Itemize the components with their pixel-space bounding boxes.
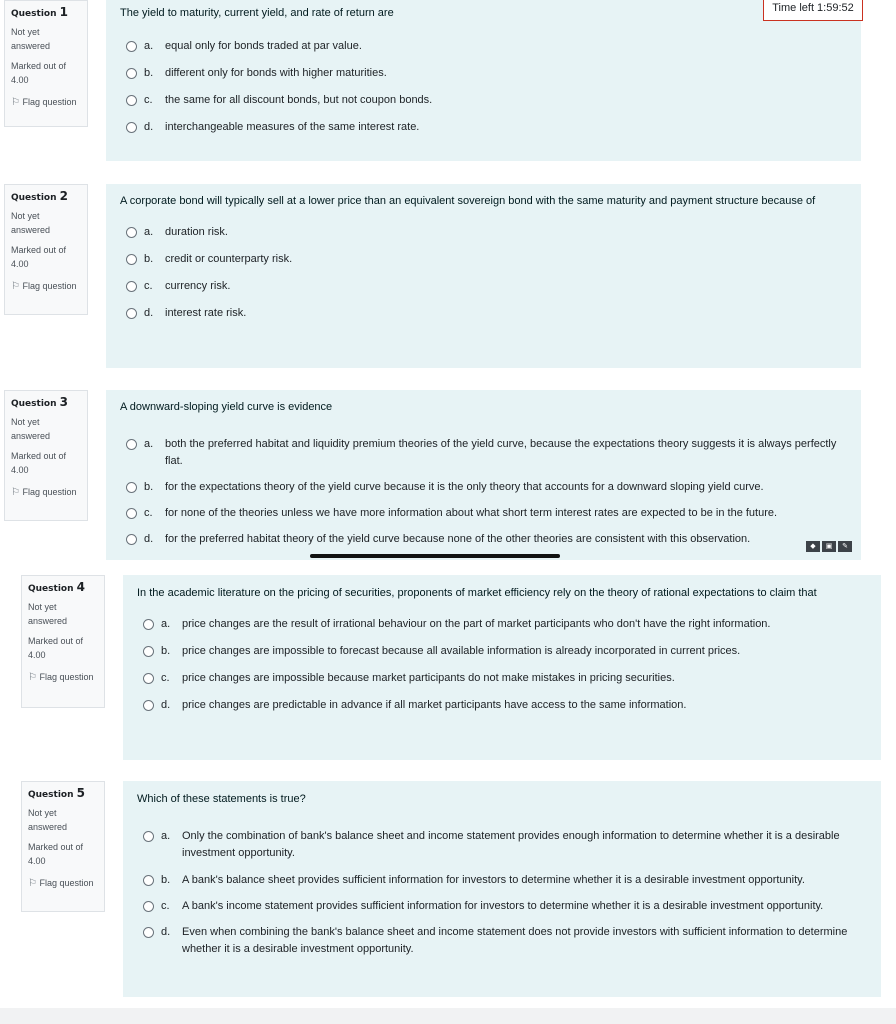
answer-option-b[interactable]: b. for the expectations theory of the yield curve because it is the only theory that accounts for a downward sloping yield curve. <box>120 479 847 496</box>
radio-button[interactable] <box>143 875 154 886</box>
question-state: Not yet answered <box>28 602 68 626</box>
radio-button[interactable] <box>143 831 154 842</box>
question-state: Not yet answered <box>11 211 51 235</box>
question-content-4 <box>123 575 881 760</box>
radio-button[interactable] <box>143 700 154 711</box>
answer-option-a[interactable]: a. both the preferred habitat and liquidity premium theories of the yield curve, because the expectations theory suggests it is always perfectly flat. <box>120 436 847 470</box>
question-state: Not yet answered <box>11 417 51 441</box>
question-info-2 <box>4 184 88 315</box>
question-number: Question 2 <box>11 189 68 203</box>
radio-button[interactable] <box>126 95 137 106</box>
flag-question-link[interactable]: ⚐ Flag question <box>11 281 77 292</box>
radio-button[interactable] <box>126 68 137 79</box>
question-info-5 <box>21 781 105 912</box>
radio-button[interactable] <box>126 254 137 265</box>
question-text: In the academic literature on the pricing of securities, proponents of market efficiency rely on the theory of rational expectations to claim that <box>137 587 817 599</box>
answer-option-c[interactable]: c. price changes are impossible because market participants do not make mistakes in pricing securities. <box>137 670 867 687</box>
answer-list <box>137 616 867 714</box>
question-text: A downward-sloping yield curve is evidence <box>120 401 333 413</box>
radio-button[interactable] <box>143 673 154 684</box>
radio-button[interactable] <box>126 41 137 52</box>
radio-button[interactable] <box>143 901 154 912</box>
question-grade: Marked out of 4.00 <box>11 245 67 269</box>
question-info-4 <box>21 575 105 708</box>
answer-option-b[interactable]: b. different only for bonds with higher maturities. <box>120 65 847 82</box>
question-content-1 <box>106 0 861 161</box>
accessibility-toolbar <box>806 541 854 559</box>
radio-button[interactable] <box>126 281 137 292</box>
question-content-2 <box>106 184 861 368</box>
answer-option-b[interactable]: b. price changes are impossible to forecast because all available information is already incorporated in current prices. <box>137 643 867 660</box>
translate-icon[interactable]: ✎ <box>838 541 852 552</box>
answer-list <box>120 436 847 548</box>
answer-option-d[interactable]: d. interchangeable measures of the same interest rate. <box>120 119 847 136</box>
answer-option-c[interactable]: c. the same for all discount bonds, but not coupon bonds. <box>120 92 847 109</box>
answer-list <box>120 224 847 322</box>
question-number: Question 5 <box>28 786 85 800</box>
question-number: Question 1 <box>11 5 68 19</box>
question-state: Not yet answered <box>11 27 51 51</box>
question-content-5 <box>123 781 881 997</box>
answer-option-a[interactable]: a. Only the combination of bank's balance sheet and income statement provides enough information to determine whether it is a desirable investment opportunity. <box>137 828 867 862</box>
print-icon[interactable]: ▣ <box>822 541 836 552</box>
flag-icon: ⚐ <box>28 878 37 889</box>
scroll-indicator[interactable] <box>310 554 560 558</box>
question-number: Question 3 <box>11 395 68 409</box>
answer-option-a[interactable]: a. duration risk. <box>120 224 847 241</box>
answer-option-b[interactable]: b. credit or counterparty risk. <box>120 251 847 268</box>
question-grade: Marked out of 4.00 <box>11 61 67 85</box>
radio-button[interactable] <box>126 227 137 238</box>
flag-question-link[interactable]: ⚐ Flag question <box>28 878 94 889</box>
page-footer-strip <box>0 1008 896 1024</box>
answer-option-d[interactable]: d. price changes are predictable in advance if all market participants have access to the same information. <box>137 697 867 714</box>
flag-question-link[interactable]: ⚐ Flag question <box>11 487 77 498</box>
answer-option-c[interactable]: c. A bank's income statement provides sufficient information for investors to determine whether it is a desirable investment opportunity. <box>137 898 867 915</box>
radio-button[interactable] <box>126 122 137 133</box>
answer-list <box>137 828 867 958</box>
question-grade: Marked out of 4.00 <box>28 842 84 866</box>
flag-icon: ⚐ <box>11 281 20 292</box>
flag-icon: ⚐ <box>28 672 37 683</box>
flag-icon: ⚐ <box>11 487 20 498</box>
answer-option-d[interactable]: d. interest rate risk. <box>120 305 847 322</box>
radio-button[interactable] <box>143 646 154 657</box>
speaker-icon[interactable]: ◆ <box>806 541 820 552</box>
question-grade: Marked out of 4.00 <box>28 636 84 660</box>
question-text: The yield to maturity, current yield, and rate of return are <box>120 7 394 19</box>
answer-option-b[interactable]: b. A bank's balance sheet provides sufficient information for investors to determine whether it is a desirable investment opportunity. <box>137 872 867 889</box>
answer-option-d[interactable]: d. for the preferred habitat theory of the yield curve because none of the other theories are consistent with this observation. <box>120 531 847 548</box>
time-left: Time left 1:59:52 <box>763 0 863 21</box>
answer-option-d[interactable]: d. Even when combining the bank's balance sheet and income statement does not provide investors with sufficient information to determine whether it is a desirable investment opportunity. <box>137 924 867 958</box>
question-info-3 <box>4 390 88 521</box>
question-text: Which of these statements is true? <box>137 793 306 805</box>
radio-button[interactable] <box>126 534 137 545</box>
radio-button[interactable] <box>143 619 154 630</box>
answer-option-a[interactable]: a. price changes are the result of irrational behaviour on the part of market participants who don't have the right information. <box>137 616 867 633</box>
radio-button[interactable] <box>126 482 137 493</box>
radio-button[interactable] <box>126 439 137 450</box>
question-grade: Marked out of 4.00 <box>11 451 67 475</box>
flag-question-link[interactable]: ⚐ Flag question <box>28 672 94 683</box>
answer-option-c[interactable]: c. currency risk. <box>120 278 847 295</box>
radio-button[interactable] <box>143 927 154 938</box>
question-content-3 <box>106 390 861 560</box>
answer-list <box>120 38 847 136</box>
flag-icon: ⚐ <box>11 97 20 108</box>
flag-question-link[interactable]: ⚐ Flag question <box>11 97 77 108</box>
question-text: A corporate bond will typically sell at a lower price than an equivalent sovereign bond with the same maturity and payment structure because of <box>120 195 816 207</box>
answer-option-c[interactable]: c. for none of the theories unless we have more information about what short term interest rates are expected to be in the future. <box>120 505 847 522</box>
radio-button[interactable] <box>126 308 137 319</box>
question-state: Not yet answered <box>28 808 68 832</box>
radio-button[interactable] <box>126 508 137 519</box>
question-number: Question 4 <box>28 580 85 594</box>
answer-option-a[interactable]: a. equal only for bonds traded at par value. <box>120 38 847 55</box>
question-info-1 <box>4 0 88 127</box>
